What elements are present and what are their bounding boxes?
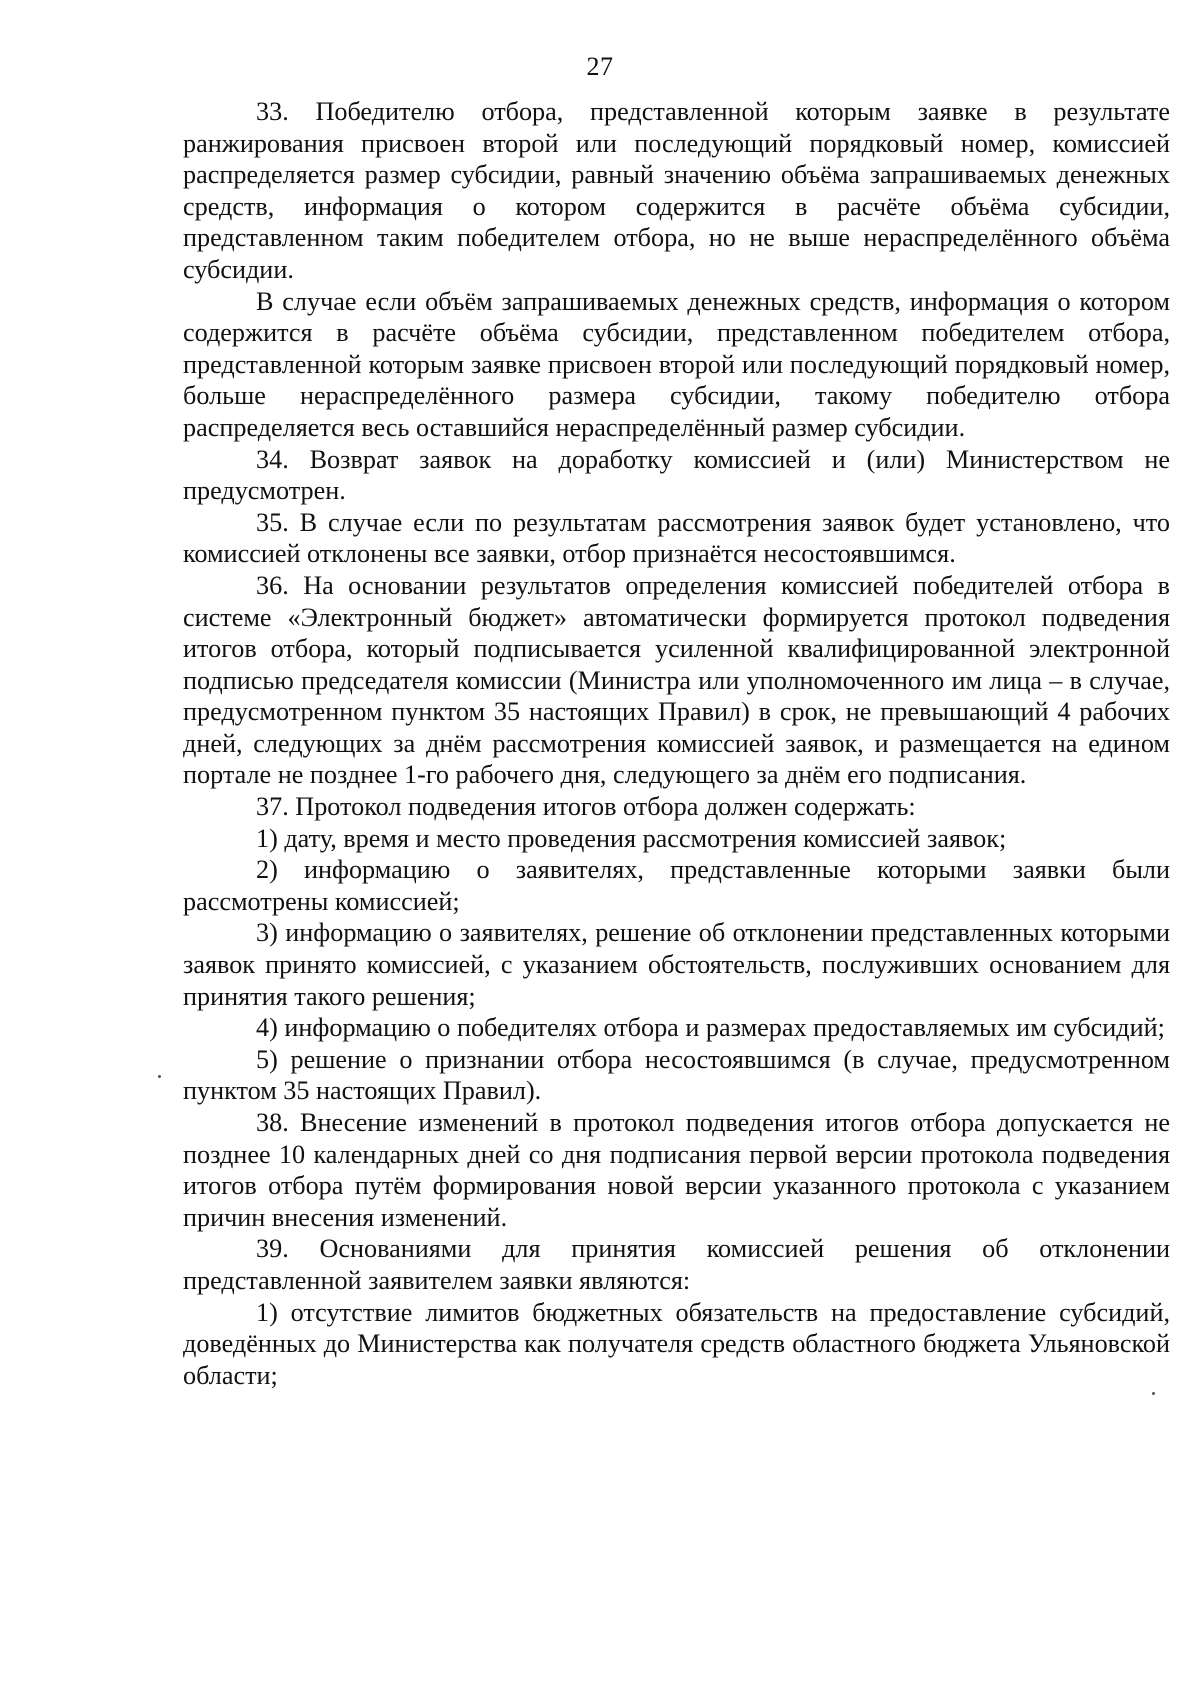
paragraph-37: 37. Протокол подведения итогов отбора должен содержать: xyxy=(256,792,916,822)
paragraph-39: 39. Основаниями для принятия комиссией решения об отклонении представленной заявителем заявки являются: xyxy=(183,1234,1170,1295)
paragraph-36: 36. На основании результатов определения комиссией победителей отбора в системе «Электронный бюджет» автоматически формируется протокол подведения итогов отбора, который подписывается усиленной квалифицированной электронной подписью председателя комиссии (Министра или уполномоченного им лица – в случае, предусмотренном пунктом 35 настоящих Правил) в срок, не превышающий 4 рабочих дней, следующих за днём рассмотрения комиссией заявок, и размещается на едином портале не позднее 1-го рабочего дня, следующего за днём его подписания. xyxy=(183,570,1170,790)
paragraph-37-item-4: 4) информацию о победителях отбора и размерах предоставляемых им субсидий; xyxy=(256,1013,1165,1043)
paragraph-33-continuation: В случае если объём запрашиваемых денежных средств, информация о котором содержится в расчёте объёма субсидии, представленном победителем отбора, представленной которым заявке присвоен второй или последующий порядковый номер, больше нераспределённого размера субсидии, такому победителю отбора распределяется весь оставшийся нераспределённый размер субсидии. xyxy=(183,286,1170,442)
paragraph-37-item-1: 1) дату, время и место проведения рассмотрения комиссией заявок; xyxy=(256,823,1007,853)
paragraph-37-item-2: 2) информацию о заявителях, представленные которыми заявки были рассмотрены комиссией; xyxy=(183,855,1170,916)
paragraph-33: 33. Победителю отбора, представленной которым заявке в результате ранжирования присвоен второй или последующий порядковый номер, комиссией распределяется размер субсидии, равный значению объёма запрашиваемых денежных средств, информация о котором содержится в расчёте объёма субсидии, представленном таким победителем отбора, но не выше нераспределённого объёма субсидии. xyxy=(183,97,1170,284)
paragraph-39-item-1: 1) отсутствие лимитов бюджетных обязательств на предоставление субсидий, доведённых до Министерства как получателя средств областного бюджета Ульяновской области; xyxy=(183,1297,1170,1390)
scan-speck xyxy=(158,1075,161,1078)
paragraph-37-item-3: 3) информацию о заявителях, решение об отклонении представленных которыми заявок принято комиссией, с указанием обстоятельств, послуживших основанием для принятия такого решения; xyxy=(183,918,1170,1011)
paragraph-34: 34. Возврат заявок на доработку комиссией и (или) Министерством не предусмотрен. xyxy=(183,444,1170,506)
paragraph-35: 35. В случае если по результатам рассмотрения заявок будет установлено, что комиссией отклонены все заявки, отбор признаётся несостоявшимся. xyxy=(183,507,1170,569)
page-number: 27 xyxy=(586,52,614,81)
document-body xyxy=(183,96,1170,1391)
scan-speck xyxy=(1152,1392,1155,1395)
paragraph-37-item-5: 5) решение о признании отбора несостоявшимся (в случае, предусмотренном пунктом 35 настоящих Правил). xyxy=(183,1044,1170,1106)
paragraph-38: 38. Внесение изменений в протокол подведения итогов отбора допускается не позднее 10 календарных дней со дня подписания первой версии протокола подведения итогов отбора путём формирования новой версии указанного протокола с указанием причин внесения изменений. xyxy=(183,1108,1170,1232)
